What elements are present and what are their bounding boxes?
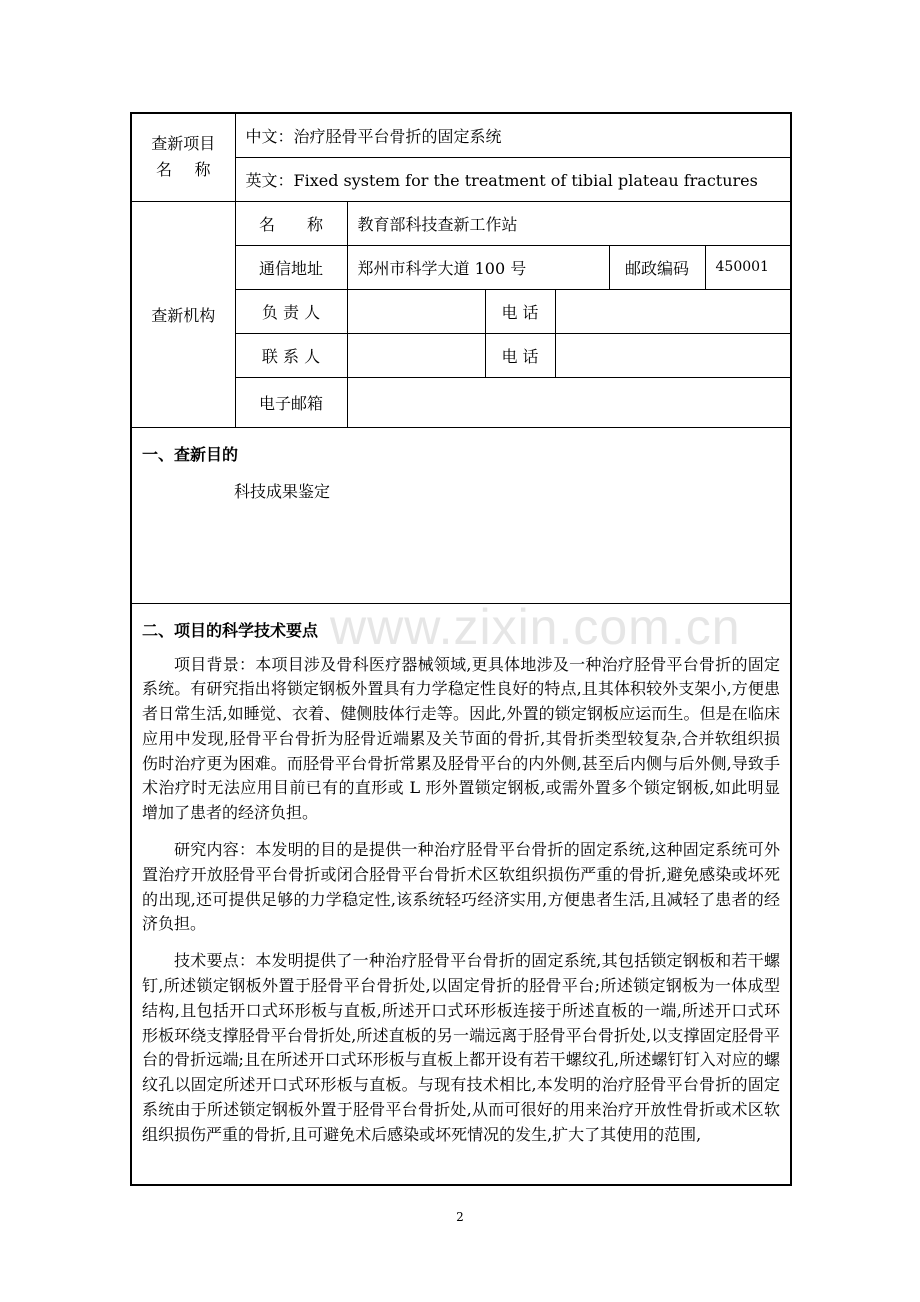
address-value: 郑州市科学大道 100 号 (347, 245, 609, 289)
watermark: www.zixin.com.cn (330, 599, 741, 655)
person-in-charge-label: 负 责 人 (235, 289, 347, 333)
section-tech-points (131, 603, 791, 1185)
phone2-label: 电 话 (485, 333, 555, 377)
phone2-value[interactable] (555, 333, 791, 377)
agency-label: 查新机构 (131, 201, 235, 427)
person-in-charge-value[interactable] (347, 289, 485, 333)
postcode-value: 450001 (705, 245, 791, 289)
agency-name-value: 教育部科技查新工作站 (347, 201, 791, 245)
agency-name-label: 名 称 (235, 201, 347, 245)
phone-label: 电 话 (485, 289, 555, 333)
email-value[interactable] (347, 377, 791, 427)
project-name-en: 英文：Fixed system for the treatment of tibial plateau fractures (235, 157, 791, 201)
contact-person-label: 联 系 人 (235, 333, 347, 377)
section-purpose-heading: 一、查新目的 (142, 444, 239, 464)
paragraph-background: 项目背景：本项目涉及骨科医疗器械领域,更具体地涉及一种治疗胫骨平台骨折的固定系统。有研究指出将锁定钢板外置具有力学稳定性良好的特点,且其体积较外支架小,方便患者日常生活,如睡觉、衣着、健侧肢体行走等。因此,外置的锁定钢板应运而生。但是在临床应用中发现,胫骨平台骨折为胫骨近端累及关节面的骨折,其骨折类型较复杂,合并软组织损伤时治疗更为困难。而胫骨平台骨折常累及胫骨平台的内外侧,甚至后内侧与后外侧,导致手术治疗时无法应用目前已有的直形或 L 形外置锁定钢板,或需外置多个锁定钢板,如此明显增加了患者的经济负担。 (142, 654, 781, 823)
page-number: 2 (456, 1210, 464, 1224)
section-tech-heading: 二、项目的科学技术要点 (142, 620, 319, 640)
section-purpose-content: 科技成果鉴定 (234, 481, 331, 501)
email-label: 电子邮箱 (235, 377, 347, 427)
project-name-label: 查新项目 名 称 (131, 113, 235, 201)
novelty-search-form (130, 112, 792, 1186)
address-label: 通信地址 (235, 245, 347, 289)
paragraph-research: 研究内容：本发明的目的是提供一种治疗胫骨平台骨折的固定系统,这种固定系统可外置治疗开放胫骨平台骨折或闭合胫骨平台骨折术区软组织损伤严重的骨折,避免感染或坏死的出现,还可提供足够的力学稳定性,该系统轻巧经济实用,方便患者生活,且减轻了患者的经济负担。 (142, 840, 781, 934)
postcode-label: 邮政编码 (609, 245, 705, 289)
phone-value[interactable] (555, 289, 791, 333)
project-name-cn: 中文：治疗胫骨平台骨折的固定系统 (235, 113, 791, 157)
contact-person-value[interactable] (347, 333, 485, 377)
paragraph-tech: 技术要点：本发明提供了一种治疗胫骨平台骨折的固定系统,其包括锁定钢板和若干螺钉,所述锁定钢板外置于胫骨平台骨折处,以固定骨折的胫骨平台;所述锁定钢板为一体成型结构,且包括开口式环形板与直板,所述开口式环形板连接于所述直板的一端,所述开口式环形板环绕支撑胫骨平台骨折处,所述直板的另一端远离于胫骨平台骨折处,以支撑固定胫骨平台的骨折远端;且在所述开口式环形板与直板上都开设有若干螺纹孔,所述螺钉钉入对应的螺纹孔以固定所述开口式环形板与直板。与现有技术相比,本发明的治疗胫骨平台骨折的固定系统由于所述锁定钢板外置于胫骨平台骨折处,从而可很好的用来治疗开放性骨折或术区软组织损伤严重的骨折,且可避免术后感染或坏死情况的发生,扩大了其使用的范围, (142, 951, 781, 1144)
section-purpose (131, 427, 791, 603)
